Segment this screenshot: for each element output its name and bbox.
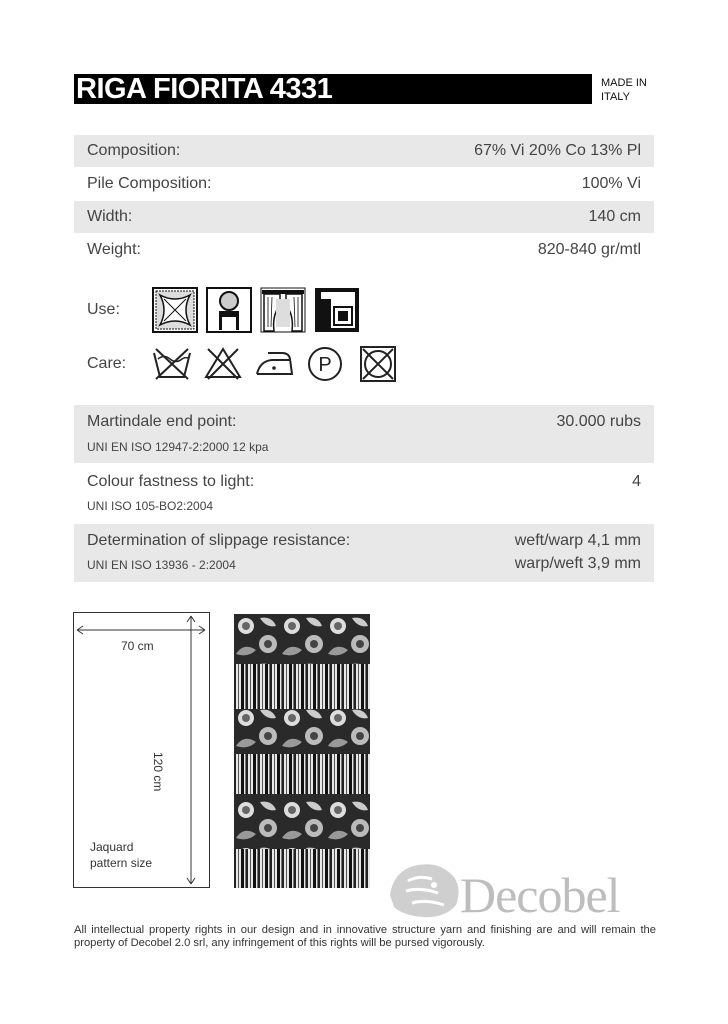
test-standard: UNI EN ISO 13936 - 2:2004 [87,558,236,572]
spec-label: Width: [87,208,133,225]
copyright-notice: All intellectual property rights in our design and in innovative structure yarn and finishing are and will remain the property of Decobel 2.0 srl, any infringement of this rights will be pursed vigorously. [74,924,656,949]
care-label: Care: [87,355,127,372]
fabric-pattern-graphic [234,614,370,888]
fabric-swatch-image [234,614,370,888]
product-title: RIGA FIORITA 4331 [74,74,592,104]
do-not-tumble-dry-icon [359,345,397,383]
test-colour-fastness [74,465,654,523]
test-value: 4 [632,473,641,490]
curtain-icon [260,287,306,333]
professional-dry-clean-p-icon [306,345,344,383]
chair-icon [206,287,252,333]
spec-width [74,201,654,233]
test-standard: UNI EN ISO 12947-2:2000 12 kpa [87,440,269,454]
test-label: Martindale end point: [87,413,237,430]
dry-clean-letter: P [318,354,332,376]
iron-low-icon [254,347,294,379]
test-label: Determination of slippage resistance: [87,532,351,549]
do-not-wash-icon [152,345,192,381]
test-value: warp/weft 3,9 mm [514,555,641,572]
test-slippage [74,524,654,582]
spec-weight [74,234,654,266]
spec-composition [74,135,654,167]
brand-name: Decobel [460,867,620,923]
spec-label: Pile Composition: [87,175,212,192]
spec-value: 820-840 gr/mtl [537,241,641,258]
pattern-caption: Jaquard pattern size [90,840,153,870]
pattern-width-label: 70 cm [121,639,154,653]
spec-value: 100% Vi [581,175,641,192]
spec-value: 67% Vi 20% Co 13% Pl [474,142,641,159]
spec-label: Weight: [87,241,141,258]
made-in-label: MADE IN ITALY [601,77,647,103]
test-label: Colour fastness to light: [87,473,255,490]
test-value: weft/warp 4,1 mm [514,532,641,549]
pattern-height-label: 120 cm [151,752,165,792]
spec-label: Composition: [87,142,181,159]
do-not-bleach-icon [204,345,242,381]
test-value: 30.000 rubs [556,413,641,430]
spec-value: 140 cm [588,208,641,225]
cushion-icon [152,287,198,333]
use-label: Use: [87,301,120,318]
test-standard: UNI ISO 105-BO2:2004 [87,499,214,513]
pattern-size-diagram [73,612,210,888]
spec-pile-composition [74,168,654,200]
wall-covering-icon [314,287,360,333]
test-martindale [74,405,654,463]
